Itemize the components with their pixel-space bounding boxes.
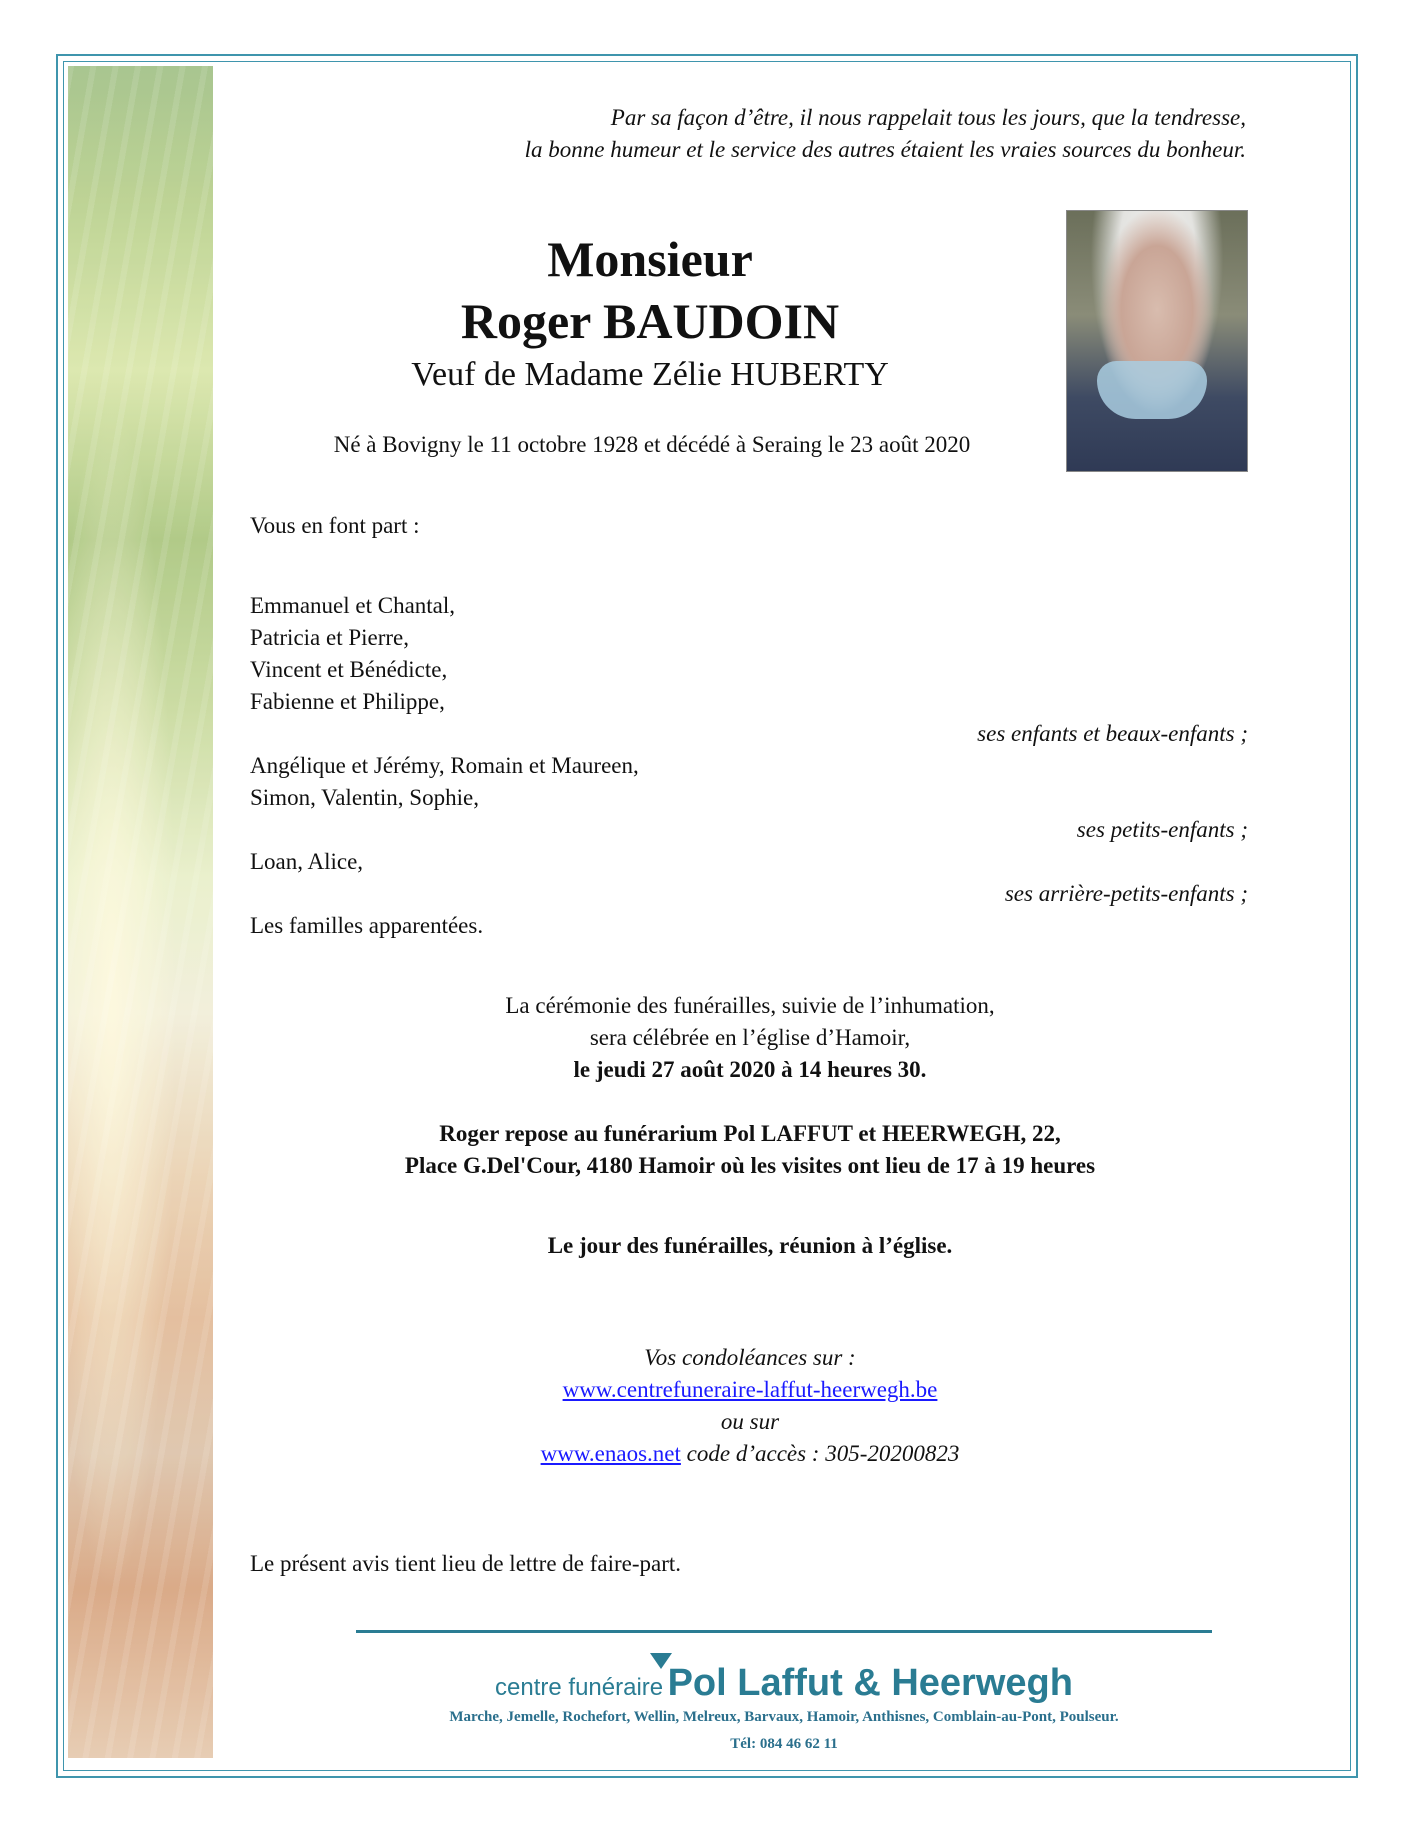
- deceased-header: [250, 228, 1050, 396]
- birth-death-line: Né à Bovigny le 11 octobre 1928 et décédé à Seraing le 23 août 2020: [333, 432, 971, 457]
- ceremony-line-2: sera célébrée en l’église d’Hamoir,: [589, 1025, 911, 1050]
- funeral-center-link[interactable]: www.centrefuneraire-laffut-heerwegh.be: [562, 1377, 938, 1402]
- list-item: Patricia et Pierre,: [250, 625, 410, 650]
- portrait-photo: [1066, 210, 1248, 472]
- footer-divider: [356, 1630, 1212, 1633]
- great-grandchildren-label: ses arrière-petits-enfants ;: [1004, 881, 1248, 906]
- ceremony-line-1: La cérémonie des funérailles, suivie de l’inhumation,: [505, 993, 995, 1018]
- condolences-or: ou sur: [720, 1409, 780, 1434]
- list-item: Vincent et Bénédicte,: [250, 657, 448, 682]
- face-mask-shape: [1097, 361, 1207, 419]
- quote-line-2: la bonne humeur et le service des autres étaient les vraies sources du bonheur.: [524, 137, 1246, 162]
- quote-line-1: Par sa façon d’être, il nous rappelait tous les jours, que la tendresse,: [610, 105, 1246, 130]
- list-item: Emmanuel et Chantal,: [250, 593, 456, 618]
- opening-quote: [346, 102, 1246, 166]
- footer-locations: Marche, Jemelle, Rochefort, Wellin, Melreux, Barvaux, Hamoir, Anthisnes, Comblain-au-Pont, Poulseur.: [449, 1709, 1119, 1725]
- funerarium-line-1: Roger repose au funérarium Pol LAFFUT et HEERWEGH, 22,: [439, 1121, 1061, 1146]
- grandchildren-list: [250, 750, 1250, 814]
- forest-path-decorative-image: [68, 66, 213, 1758]
- meeting-note: Le jour des funérailles, réunion à l’église.: [547, 1233, 953, 1258]
- logo-prefix: centre funéraire: [495, 1674, 664, 1701]
- condolences-block: [250, 1342, 1250, 1470]
- logo-brand-name: Pol Laffut & Heerwegh: [667, 1662, 1073, 1704]
- funerarium-block: [250, 1118, 1250, 1182]
- funeral-home-logo: [356, 1662, 1212, 1705]
- related-families: Les familles apparentées.: [250, 913, 484, 938]
- faire-part-notice: Le présent avis tient lieu de lettre de faire-part.: [250, 1551, 682, 1576]
- footer-phone: Tél: 084 46 62 11: [730, 1736, 838, 1752]
- condolences-intro: Vos condoléances sur :: [644, 1345, 856, 1370]
- children-label: ses enfants et beaux-enfants ;: [977, 721, 1248, 746]
- access-code: code d’accès : 305-20200823: [680, 1441, 960, 1466]
- funerarium-line-2: Place G.Del'Cour, 4180 Hamoir où les visites ont lieu de 17 à 19 heures: [404, 1153, 1096, 1178]
- list-item: Simon, Valentin, Sophie,: [250, 785, 479, 810]
- list-item: Fabienne et Philippe,: [250, 689, 445, 714]
- announcement-intro: Vous en font part :: [250, 513, 420, 538]
- deceased-name: Roger BAUDOIN: [460, 293, 840, 349]
- children-list: [250, 590, 1250, 718]
- spouse-line: Veuf de Madame Zélie HUBERTY: [411, 356, 889, 393]
- ceremony-block: [250, 990, 1250, 1086]
- honorific: Monsieur: [547, 231, 753, 287]
- enaos-link[interactable]: www.enaos.net: [540, 1441, 681, 1466]
- grandchildren-label: ses petits-enfants ;: [1076, 817, 1248, 842]
- list-item: Loan, Alice,: [250, 849, 364, 874]
- list-item: Angélique et Jérémy, Romain et Maureen,: [250, 753, 639, 778]
- ceremony-date: le jeudi 27 août 2020 à 14 heures 30.: [573, 1057, 927, 1082]
- great-grandchildren-list: [250, 846, 1250, 878]
